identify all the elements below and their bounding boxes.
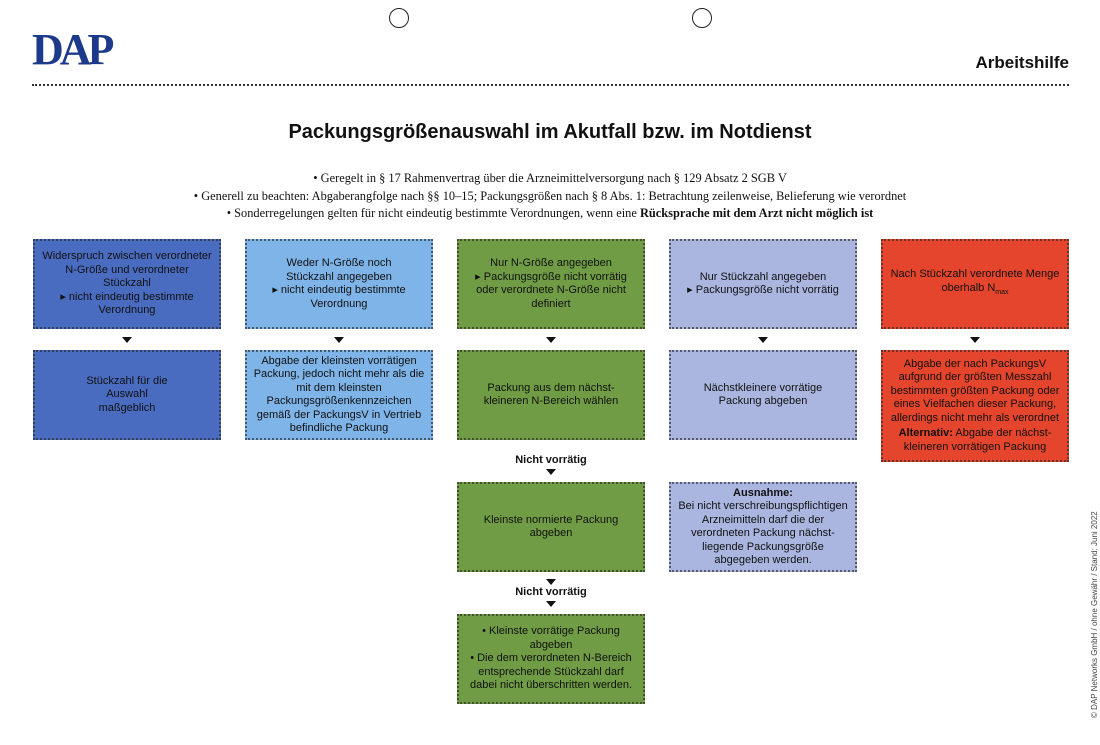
nmax-subscript: max — [995, 289, 1009, 297]
box-smallest-package-text: Abgabe der kleinsten vorrätigen Packung, jedoch nicht mehr als die mit dem kleinsten Packungsgrößenkennzeichen gemäß der PackungsV in Vertrieb befindliche Packung — [253, 354, 425, 434]
arrow-down-icon — [122, 337, 132, 343]
dap-logo: DAP — [32, 25, 111, 74]
box-quantity-decisive-text: Stückzahl für die Auswahl maßgeblich — [86, 374, 168, 414]
box-exception-text: Bei nicht verschreibungspflichtigen Arzneimitteln darf die der verordneten Packung nächst-liegende Packungsgröße abgegeben werden. — [678, 500, 848, 566]
box-only-quantity-result: ▸ Packungsgröße nicht vorrätig — [687, 284, 839, 296]
arrow-down-icon — [546, 469, 556, 475]
page-title: Packungsgrößenauswahl im Akutfall bzw. im Notdienst — [288, 121, 812, 143]
box-n-range-limit-text: • Die dem verordneten N-Bereich entsprechende Stückzahl darf dabei nicht überschritten werden. — [469, 652, 633, 692]
box-quantity-decisive — [33, 350, 221, 440]
copyright-notice: © DAP Networks GmbH / ohne Gewähr / Stand: Juni 2022 — [1090, 511, 1099, 718]
note-line-3-bold: Rücksprache mit dem Arzt nicht möglich ist — [639, 206, 874, 220]
box-only-quantity-text: Nur Stückzahl angegeben — [699, 270, 827, 283]
box-only-n-size-result: ▸ Packungsgröße nicht vorrätig oder verordnete N-Größe nicht definiert — [475, 270, 627, 310]
punch-hole-left — [389, 8, 409, 28]
connector-not-in-stock: Nicht vorrätig — [515, 586, 587, 598]
box-smallest-package — [245, 350, 433, 440]
arrow-down-icon — [758, 337, 768, 343]
box-nothing-specified-text: Weder N-Größe noch Stückzahl angegeben — [286, 257, 392, 283]
note-line-2: • Generell zu beachten: Abgaberangfolge nach §§ 10–15; Packungsgrößen nach § 8 Abs. 1: Betrachtung zeilenweise, Belieferung wie verordnet — [193, 188, 907, 203]
arrow-down-icon — [334, 337, 344, 343]
box-above-nmax-label: Nach Stückzahl verordnete Menge oberhalb N — [890, 268, 1060, 294]
box-exception — [669, 482, 857, 572]
box-contradiction — [33, 239, 221, 329]
note-line-3 — [0, 205, 1100, 223]
box-next-smaller-n-range — [457, 350, 645, 440]
box-alternative — [895, 427, 1055, 454]
note-line-1: • Geregelt in § 17 Rahmenvertrag über die Arzneimittelversorgung nach § 129 Absatz 2 SGB V — [313, 171, 787, 185]
box-smallest-normed-package-text: Kleinste normierte Packung abgeben — [483, 513, 619, 539]
arrow-down-icon — [546, 337, 556, 343]
intro-notes — [0, 170, 1100, 223]
box-only-n-size — [457, 239, 645, 329]
box-above-nmax — [881, 239, 1069, 329]
note-line-3-text: • Sonderregelungen gelten für nicht eindeutig bestimmte Verordnungen, wenn eine — [226, 206, 640, 220]
box-only-quantity — [669, 239, 857, 329]
box-smallest-available-package — [457, 614, 645, 704]
box-only-n-size-text: Nur N-Größe angegeben — [490, 257, 612, 269]
arrow-down-icon — [970, 337, 980, 343]
box-alternative-label: Alternativ: — [898, 427, 953, 440]
header-label: Arbeitshilfe — [975, 53, 1069, 72]
box-next-smaller-available — [669, 350, 857, 440]
box-next-smaller-n-range-text: Packung aus dem nächst-kleineren N-Bereich wählen — [483, 381, 619, 407]
box-nothing-specified-result: ▸ nicht eindeutig bestimmte Verordnung — [272, 284, 406, 310]
box-nothing-specified — [245, 239, 433, 329]
box-largest-package — [881, 350, 1069, 462]
arrow-down-icon — [546, 601, 556, 607]
box-largest-package-text: Abgabe der nach PackungsV aufgrund der größten Messzahl bestimmten größten Packung oder eines Vielfachen dieser Packung, allerdings nicht mehr als verordnet — [890, 357, 1060, 424]
box-exception-title: Ausnahme: — [733, 486, 793, 499]
box-contradiction-text: Widerspruch zwischen verordneter N-Größe und verordneter Stückzahl — [42, 250, 212, 290]
punch-hole-right — [692, 8, 712, 28]
box-smallest-normed-package — [457, 482, 645, 572]
box-alternative-text: Abgabe der nächst-kleineren vorrätigen Packung — [903, 427, 1052, 453]
dotted-divider — [32, 84, 1069, 86]
box-above-nmax-text — [888, 268, 1062, 299]
box-contradiction-result: ▸ nicht eindeutig bestimmte Verordnung — [60, 290, 194, 317]
arrow-down-icon — [546, 579, 556, 585]
connector-not-in-stock: Nicht vorrätig — [515, 454, 587, 466]
box-next-smaller-available-text: Nächstkleinere vorrätige Packung abgeben — [703, 381, 823, 407]
box-smallest-available-package-text: • Kleinste vorrätige Packung abgeben — [482, 625, 620, 651]
